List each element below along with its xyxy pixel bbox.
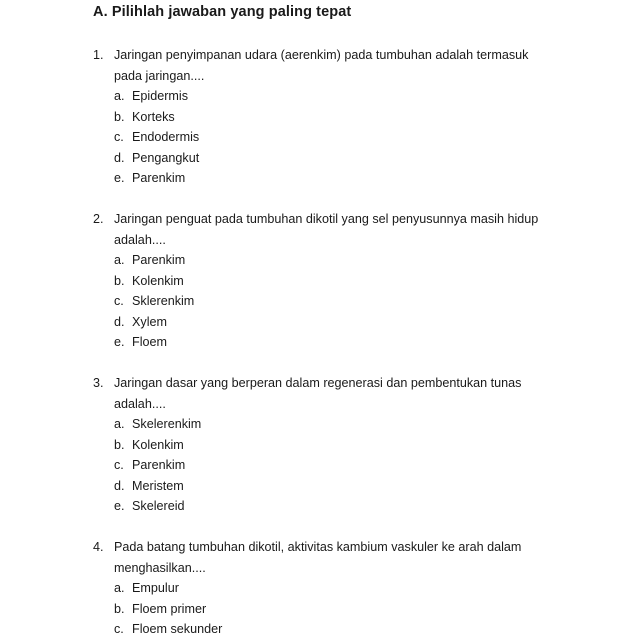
- option-text: Kolenkim: [132, 273, 184, 288]
- question-number: 1.: [93, 48, 104, 62]
- answer-option-c: [93, 127, 613, 148]
- question-line: [93, 45, 613, 66]
- answer-option-a: [93, 86, 613, 107]
- question-line: [93, 537, 613, 558]
- option-letter: b.: [114, 273, 125, 288]
- option-text: Skelerenkim: [132, 417, 202, 431]
- option-text: Floem primer: [132, 601, 207, 616]
- question-number: 2.: [93, 212, 104, 226]
- answer-option-c: [93, 455, 613, 476]
- option-letter: c.: [114, 130, 124, 144]
- question-line: [93, 66, 613, 87]
- option-text: Parenkim: [132, 171, 186, 185]
- question-number: 3.: [93, 376, 104, 390]
- question-text: adalah....: [114, 232, 166, 247]
- question-line: [93, 394, 613, 415]
- section-title: A. Pilihlah jawaban yang paling tepat: [93, 4, 352, 20]
- option-text: Pengangkut: [132, 150, 200, 165]
- option-text: Korteks: [132, 109, 175, 124]
- option-letter: a.: [114, 581, 125, 595]
- question-1: [93, 45, 613, 189]
- option-letter: b.: [114, 109, 125, 124]
- option-letter: c.: [114, 622, 124, 636]
- option-letter: c.: [114, 294, 124, 308]
- question-text: Jaringan penguat pada tumbuhan dikotil yang sel penyusunnya masih hidup: [114, 212, 539, 226]
- answer-option-e: [93, 168, 613, 189]
- option-letter: e.: [114, 171, 125, 185]
- answer-option-c: [93, 291, 613, 312]
- answer-option-e: [93, 496, 613, 517]
- option-letter: c.: [114, 458, 124, 472]
- question-text: adalah....: [114, 396, 166, 411]
- option-text: Parenkim: [132, 253, 186, 267]
- option-text: Empulur: [132, 581, 179, 595]
- question-text: Jaringan dasar yang berperan dalam regenerasi dan pembentukan tunas: [114, 376, 522, 390]
- question-number: 4.: [93, 540, 104, 554]
- option-text: Floem sekunder: [132, 622, 223, 636]
- option-letter: e.: [114, 335, 125, 349]
- question-text: menghasilkan....: [114, 560, 206, 575]
- question-line: [93, 373, 613, 394]
- question-text: Pada batang tumbuhan dikotil, aktivitas kambium vaskuler ke arah dalam: [114, 540, 522, 554]
- answer-option-d: [93, 148, 613, 169]
- option-letter: a.: [114, 89, 125, 103]
- option-text: Sklerenkim: [132, 294, 195, 308]
- option-text: Floem: [132, 335, 167, 349]
- option-letter: e.: [114, 499, 125, 513]
- question-text: Jaringan penyimpanan udara (aerenkim) pada tumbuhan adalah termasuk: [114, 48, 529, 62]
- answer-option-b: [93, 599, 613, 620]
- answer-option-b: [93, 107, 613, 128]
- option-text: Xylem: [132, 314, 167, 329]
- answer-option-b: [93, 271, 613, 292]
- answer-option-e: [93, 332, 613, 353]
- option-letter: d.: [114, 314, 125, 329]
- option-letter: b.: [114, 437, 125, 452]
- question-3: [93, 373, 613, 517]
- option-letter: a.: [114, 253, 125, 267]
- option-text: Parenkim: [132, 458, 186, 472]
- question-line: [93, 230, 613, 251]
- answer-option-d: [93, 312, 613, 333]
- option-text: Epidermis: [132, 89, 188, 103]
- answer-option-d: [93, 476, 613, 497]
- option-letter: b.: [114, 601, 125, 616]
- option-letter: d.: [114, 150, 125, 165]
- question-4: [93, 537, 613, 640]
- question-line: [93, 209, 613, 230]
- answer-option-a: [93, 578, 613, 599]
- option-letter: d.: [114, 478, 125, 493]
- option-letter: a.: [114, 417, 125, 431]
- option-text: Meristem: [132, 478, 184, 493]
- option-text: Kolenkim: [132, 437, 184, 452]
- answer-option-a: [93, 414, 613, 435]
- option-text: Skelereid: [132, 499, 185, 513]
- question-line: [93, 558, 613, 579]
- answer-option-b: [93, 435, 613, 456]
- question-2: [93, 209, 613, 353]
- answer-option-a: [93, 250, 613, 271]
- option-text: Endodermis: [132, 130, 200, 144]
- question-text: pada jaringan....: [114, 68, 205, 83]
- answer-option-c: [93, 619, 613, 640]
